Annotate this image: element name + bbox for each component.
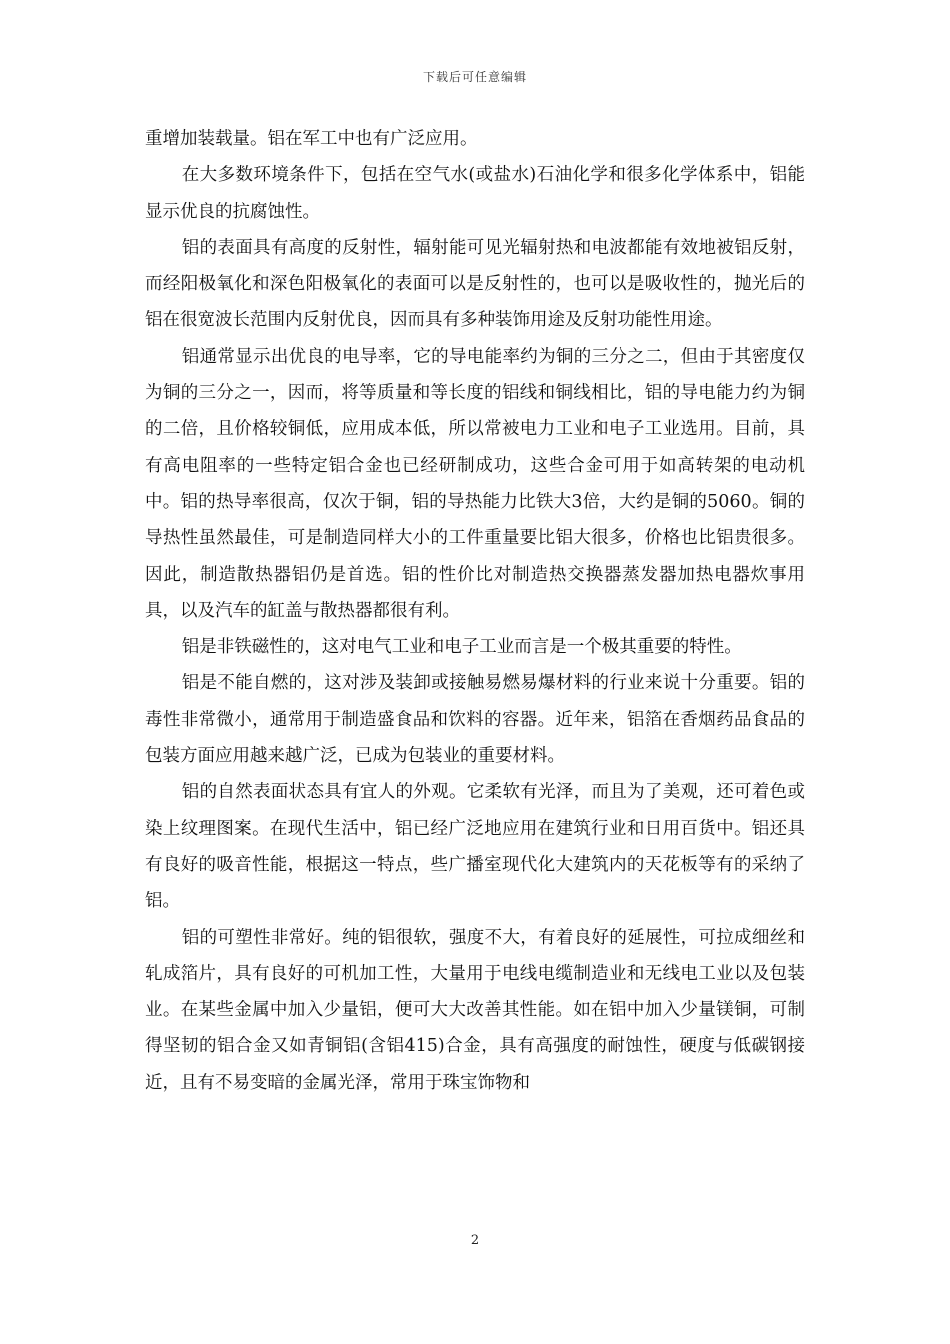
paragraph-corrosion-resistance: 在大多数环境条件下，包括在空气水(或盐水)石油化学和很多化学体系中，铝能显示优良的抗腐蚀性。: [145, 165, 805, 222]
paragraph-non-combustible: 铝是不能自燃的，这对涉及装卸或接触易燃易爆材料的行业来说十分重要。铝的毒性非常微小，通常用于制造盛食品和饮料的容器。近年来，铝箔在香烟药品食品的包装方面应用越来越广泛，已成为包装业的重要材料。: [145, 673, 805, 767]
paragraph-appearance: 铝的自然表面状态具有宜人的外观。它柔软有光泽，而且为了美观，还可着色或染上纹理图案。在现代生活中，铝已经广泛地应用在建筑行业和日用百货中。铝还具有良好的吸音性能，根据这一特点，些广播室现代化大建筑内的天花板等有的采纳了铝。: [145, 782, 805, 912]
document-body: [145, 121, 805, 1101]
page-header: 下载后可任意编辑: [422, 70, 527, 84]
paragraph-conductivity: 铝通常显示出优良的电导率，它的导电能率约为铜的三分之二，但由于其密度仅为铜的三分之一，因而，将等质量和等长度的铝线和铜线相比，铝的导电能力约为铜的二倍，且价格较铜低，应用成本低，所以常被电力工业和电子工业选用。目前，具有高电阻率的一些特定铝合金也已经研制成功，这些合金可用于如高转架的电动机中。铝的热导率很高，仅次于铜，铝的导热能力比铁大3倍，大约是铜的5060。铜的导热性虽然最佳，可是制造同样大小的工件重量要比铝大很多，价格也比铝贵很多。因此，制造散热器铝仍是首选。铝的性价比对制造热交换器蒸发器加热电器炊事用具，以及汽车的缸盖与散热器都很有利。: [145, 346, 805, 621]
page-number: 2: [470, 1233, 480, 1248]
paragraph-reflectivity: 铝的表面具有高度的反射性，辐射能可见光辐射热和电波都能有效地被铝反射，而经阳极氧化和深色阳极氧化的表面可以是反射性的，也可以是吸收性的，抛光后的铝在很宽波长范围内反射优良，因而具有多种装饰用途及反射功能性用途。: [145, 237, 805, 331]
paragraph-non-magnetic: 铝是非铁磁性的，这对电气工业和电子工业而言是一个极其重要的特性。: [181, 637, 742, 658]
paragraph-plasticity: 铝的可塑性非常好。纯的铝很软，强度不大，有着良好的延展性，可拉成细丝和轧成箔片，具有良好的可机加工性，大量用于电线电缆制造业和无线电工业以及包装业。在某些金属中加入少量铝，便可大大改善其性能。如在铝中加入少量镁铜，可制得坚韧的铝合金又如青铜铝(含铝415)合金，具有高强度的耐蚀性，硬度与低碳钢接近，且有不易变暗的金属光泽，常用于珠宝饰物和: [145, 927, 805, 1093]
paragraph-continuation: 重增加装载量。铝在军工中也有广泛应用。: [145, 129, 478, 149]
